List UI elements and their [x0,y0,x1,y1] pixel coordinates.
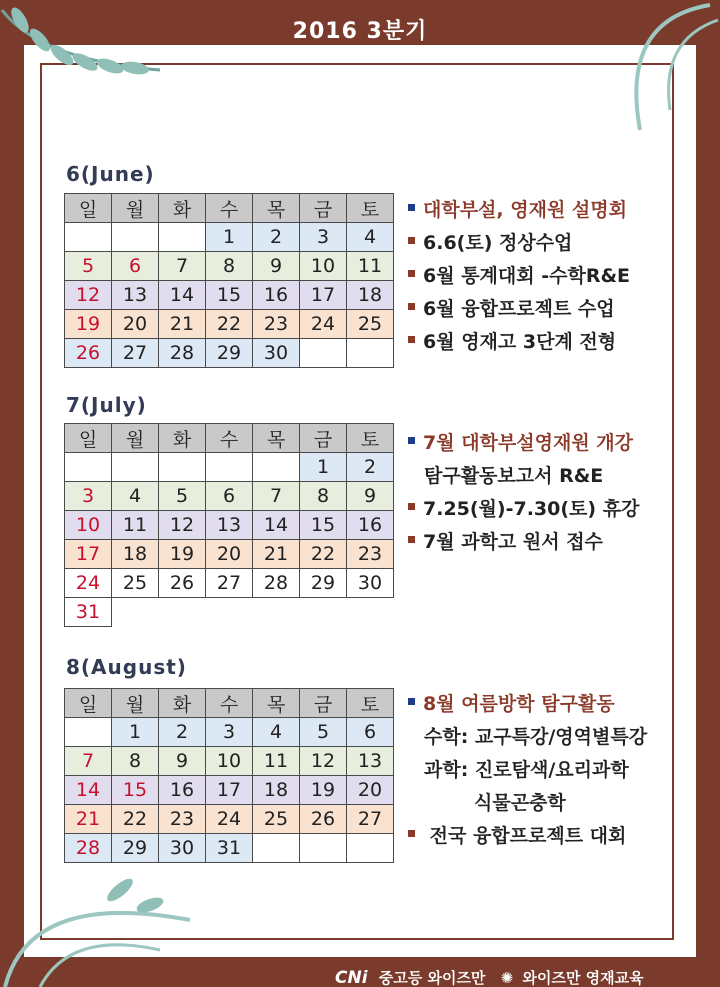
day-cell: 5 [159,482,206,511]
weekday-header: 금 [300,689,347,718]
weekday-header: 월 [112,424,159,453]
week-row [65,598,394,627]
week-row [65,453,394,482]
week-row [65,805,394,834]
weekday-header: 목 [253,424,300,453]
bullet-square-icon [408,204,415,211]
day-cell [253,834,300,863]
day-cell: 15 [300,511,347,540]
week-row [65,747,394,776]
day-cell: 17 [206,776,253,805]
event-item [408,227,630,260]
sun-logo-icon: ✺ [500,969,514,987]
day-cell: 25 [253,805,300,834]
day-cell: 1 [206,223,253,252]
day-cell: 28 [159,339,206,368]
event-item [408,427,639,460]
event-item [408,820,647,853]
day-cell: 27 [206,569,253,598]
day-cell [206,453,253,482]
event-text: 6월 영재고 3단계 전형 [423,331,617,353]
day-cell: 6 [206,482,253,511]
day-cell [300,834,347,863]
event-text: 식물곤충학 [474,792,566,814]
day-cell: 11 [112,511,159,540]
day-cell: 12 [300,747,347,776]
day-cell: 7 [159,252,206,281]
day-cell: 16 [347,511,394,540]
day-cell: 4 [253,718,300,747]
day-cell: 17 [300,281,347,310]
day-cell: 23 [347,540,394,569]
day-cell: 22 [300,540,347,569]
day-cell: 20 [112,310,159,339]
day-cell: 30 [253,339,300,368]
june-title: 6(June) [66,162,155,186]
footer-text-2: 와이즈만 영재교육 [522,969,644,987]
event-text: 수학: 교구특강/영역별특강 [424,726,648,748]
day-cell [112,453,159,482]
weekday-header: 토 [347,194,394,223]
footer-text-1: 중고등 와이즈만 [378,969,486,987]
weekday-header: 화 [159,194,206,223]
day-cell: 26 [300,805,347,834]
week-row [65,281,394,310]
event-item [408,326,630,359]
event-text: 7월 대학부설영재원 개강 [423,432,633,454]
weekday-header: 목 [253,194,300,223]
day-cell: 25 [112,569,159,598]
event-text: 대학부설, 영재원 설명회 [423,199,627,221]
event-text: 7월 과학고 원서 접수 [423,531,603,553]
event-text: 탐구활동보고서 R&E [424,465,604,487]
week-row [65,339,394,368]
weekday-header: 일 [65,194,112,223]
day-cell: 30 [159,834,206,863]
day-cell: 9 [253,252,300,281]
day-cell: 16 [159,776,206,805]
day-cell [253,453,300,482]
week-row [65,223,394,252]
july-title: 7(July) [66,393,147,417]
day-cell: 12 [65,281,112,310]
day-cell: 12 [159,511,206,540]
day-cell: 10 [206,747,253,776]
day-cell: 3 [65,482,112,511]
weekday-header: 화 [159,689,206,718]
event-text: 7.25(월)-7.30(토) 휴강 [423,498,640,520]
day-cell: 11 [253,747,300,776]
day-cell: 27 [112,339,159,368]
event-text: 전국 융합프로젝트 대회 [423,825,627,847]
day-cell: 19 [159,540,206,569]
day-cell: 7 [253,482,300,511]
day-cell [159,453,206,482]
day-cell: 25 [347,310,394,339]
day-cell: 20 [347,776,394,805]
day-cell: 24 [65,569,112,598]
day-cell: 4 [347,223,394,252]
day-cell [112,223,159,252]
event-item [408,260,630,293]
day-cell: 18 [112,540,159,569]
day-cell: 15 [206,281,253,310]
day-cell [159,223,206,252]
day-cell: 2 [159,718,206,747]
day-cell: 31 [65,598,112,627]
day-cell: 6 [112,252,159,281]
day-cell: 16 [253,281,300,310]
swirl-top-right-icon [600,0,720,140]
event-text: 8월 여름방학 탐구활동 [423,693,615,715]
august-events [408,688,647,853]
june-events [408,194,630,359]
day-cell: 14 [253,511,300,540]
weekday-header: 목 [253,689,300,718]
day-cell: 5 [300,718,347,747]
day-cell: 1 [112,718,159,747]
day-cell: 28 [65,834,112,863]
weekday-header: 수 [206,689,253,718]
day-cell [65,223,112,252]
day-cell: 14 [159,281,206,310]
day-cell: 19 [65,310,112,339]
august-calendar [64,688,394,863]
day-cell: 2 [347,453,394,482]
day-cell: 22 [206,310,253,339]
day-cell: 8 [300,482,347,511]
bullet-square-icon [408,830,415,837]
day-cell: 13 [347,747,394,776]
bullet-square-icon [408,303,415,310]
event-item [408,194,630,227]
week-row [65,511,394,540]
day-cell: 9 [347,482,394,511]
day-cell: 24 [206,805,253,834]
day-cell: 27 [347,805,394,834]
weekday-header: 일 [65,424,112,453]
event-item [408,293,630,326]
week-row [65,252,394,281]
swirl-bottom-left-icon [0,870,200,987]
day-cell: 22 [112,805,159,834]
event-item [408,787,647,820]
day-cell: 3 [206,718,253,747]
day-cell: 3 [300,223,347,252]
june-calendar [64,193,394,368]
weekday-header: 수 [206,424,253,453]
event-text: 6월 통계대회 -수학R&E [423,265,630,287]
weekday-header: 토 [347,424,394,453]
leaf-vine-top-left-icon [0,0,170,110]
event-item [408,688,647,721]
week-row [65,540,394,569]
weekday-header: 토 [347,689,394,718]
event-item [408,493,639,526]
day-cell: 29 [206,339,253,368]
day-cell: 18 [347,281,394,310]
day-cell [65,718,112,747]
day-cell: 23 [159,805,206,834]
day-cell: 8 [112,747,159,776]
weekday-header: 금 [300,194,347,223]
week-row [65,834,394,863]
bullet-square-icon [408,536,415,543]
poster-title: 2016 3분기 [292,19,428,44]
event-text: 6월 융합프로젝트 수업 [423,298,615,320]
weekday-header: 일 [65,689,112,718]
day-cell: 20 [206,540,253,569]
day-cell: 10 [65,511,112,540]
bullet-square-icon [408,437,415,444]
day-cell: 26 [159,569,206,598]
day-cell: 21 [253,540,300,569]
event-item [408,721,647,754]
day-cell: 29 [112,834,159,863]
day-cell: 24 [300,310,347,339]
bullet-square-icon [408,270,415,277]
weekday-header: 수 [206,194,253,223]
day-cell: 11 [347,252,394,281]
day-cell: 21 [159,310,206,339]
day-cell: 7 [65,747,112,776]
day-cell: 8 [206,252,253,281]
day-cell: 15 [112,776,159,805]
event-item [408,460,639,493]
day-cell: 18 [253,776,300,805]
day-cell: 2 [253,223,300,252]
event-text: 과학: 진로탐색/요리과학 [424,759,629,781]
day-cell: 23 [253,310,300,339]
july-calendar [64,423,394,627]
day-cell: 31 [206,834,253,863]
week-row [65,718,394,747]
weekday-header: 월 [112,194,159,223]
event-item [408,526,639,559]
weekday-header: 월 [112,689,159,718]
weekday-header: 금 [300,424,347,453]
day-cell: 17 [65,540,112,569]
day-cell: 29 [300,569,347,598]
event-item [408,754,647,787]
day-cell: 1 [300,453,347,482]
weekday-header: 화 [159,424,206,453]
day-cell: 10 [300,252,347,281]
day-cell: 13 [112,281,159,310]
day-cell: 13 [206,511,253,540]
day-cell: 26 [65,339,112,368]
bullet-square-icon [408,698,415,705]
day-cell: 5 [65,252,112,281]
day-cell [65,453,112,482]
bullet-square-icon [408,503,415,510]
day-cell: 14 [65,776,112,805]
footer [335,967,644,987]
day-cell: 19 [300,776,347,805]
day-cell: 30 [347,569,394,598]
day-cell: 28 [253,569,300,598]
week-row [65,569,394,598]
day-cell [300,339,347,368]
july-events [408,427,639,559]
day-cell [347,834,394,863]
day-cell: 9 [159,747,206,776]
day-cell [347,339,394,368]
day-cell: 4 [112,482,159,511]
day-cell: 6 [347,718,394,747]
week-row [65,776,394,805]
week-row [65,482,394,511]
event-text: 6.6(토) 정상수업 [423,232,573,254]
week-row [65,310,394,339]
bullet-square-icon [408,237,415,244]
august-title: 8(August) [66,655,187,679]
cni-logo: CNi [335,968,368,987]
day-cell: 21 [65,805,112,834]
bullet-square-icon [408,336,415,343]
